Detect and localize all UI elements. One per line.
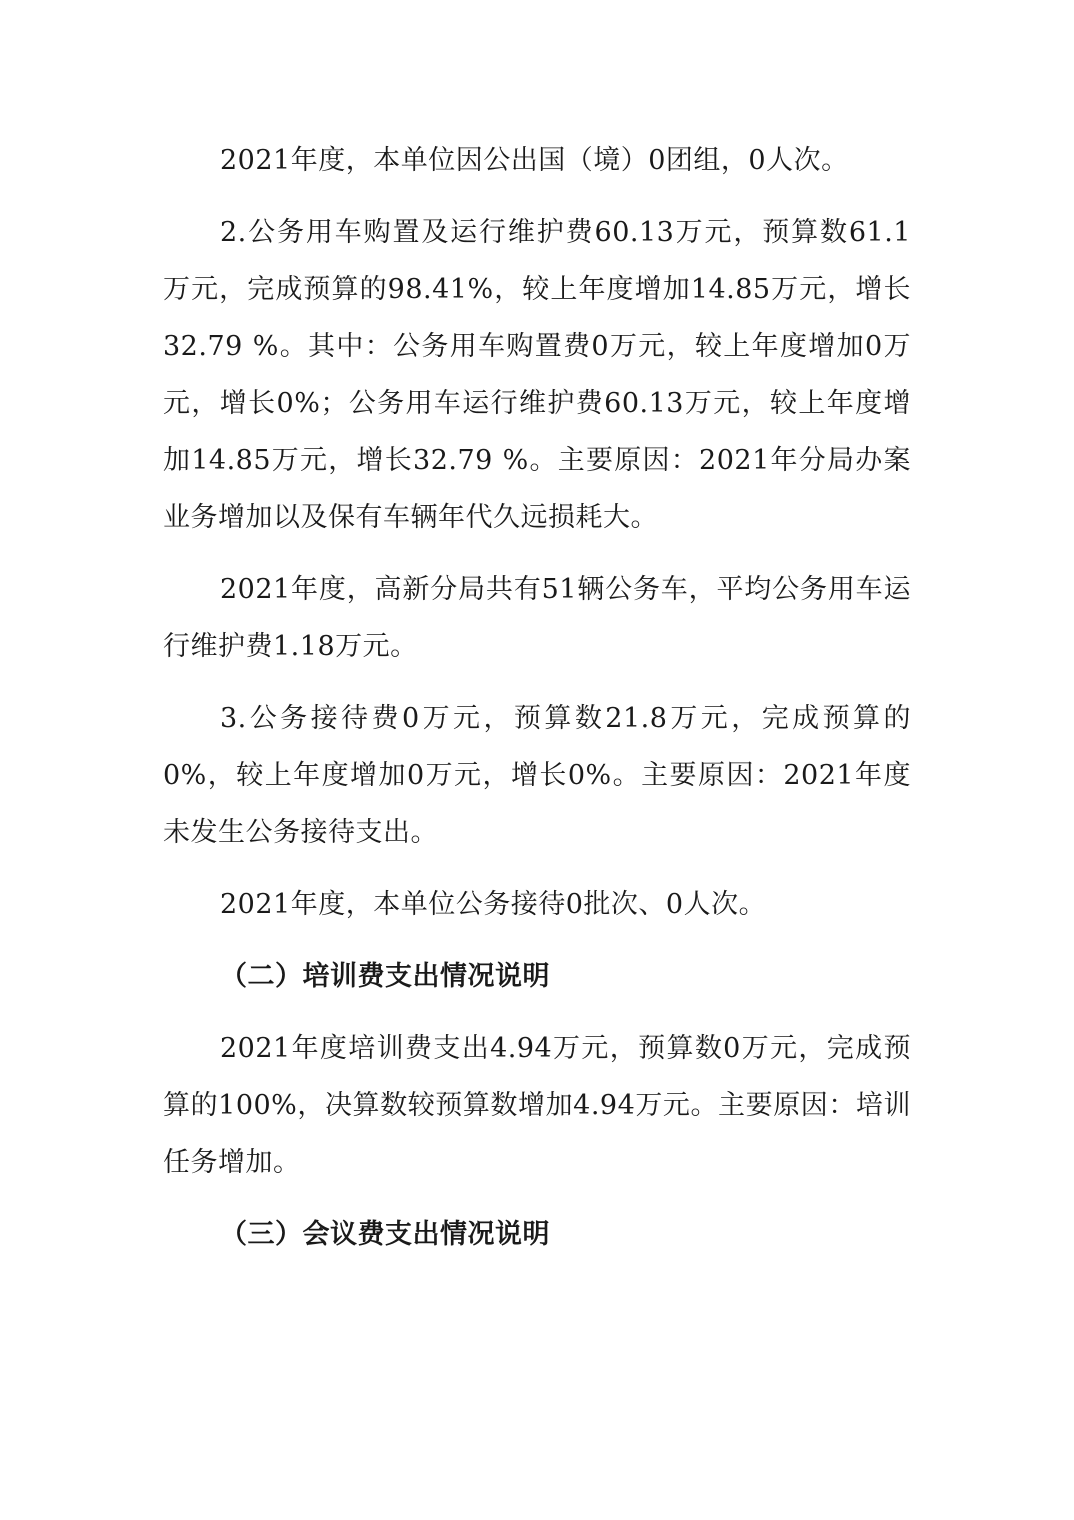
paragraph-reception-count: 2021年度，本单位公务接待0批次、0人次。 bbox=[220, 889, 767, 920]
paragraph-training-costs: 2021年度培训费支出4.94万元，预算数0万元，完成预算的100%，决算数较预算数增加4.94万元。主要原因：培训任务增加。 bbox=[163, 1033, 911, 1178]
section-heading-meetings: （三）会议费支出情况说明 bbox=[220, 1219, 550, 1250]
paragraph-overseas-trips: 2021年度，本单位因公出国（境）0团组，0人次。 bbox=[220, 145, 849, 176]
document-body bbox=[163, 132, 911, 1263]
paragraph-vehicle-count: 2021年度，高新分局共有51辆公务车，平均公务用车运行维护费1.18万元。 bbox=[163, 574, 911, 662]
paragraph-reception-costs: 3.公务接待费0万元，预算数21.8万元，完成预算的0%，较上年度增加0万元，增长0%。主要原因：2021年度未发生公务接待支出。 bbox=[163, 703, 911, 848]
paragraph-gap bbox=[163, 189, 911, 204]
paragraph-vehicle-costs: 2.公务用车购置及运行维护费60.13万元，预算数61.1万元，完成预算的98.41%，较上年度增加14.85万元，增长32.79 %。其中：公务用车购置费0万元，较上年度增加0万元，增长0%；公务用车运行维护费60.13万元，较上年度增加14.85万元，增长32.79 %。主要原因：2021年分局办案业务增加以及保有车辆年代久远损耗大。 bbox=[163, 217, 911, 533]
paragraph-gap bbox=[163, 1191, 911, 1206]
paragraph-gap bbox=[163, 675, 911, 690]
section-heading-training: （二）培训费支出情况说明 bbox=[220, 961, 550, 992]
paragraph-gap bbox=[163, 1005, 911, 1020]
paragraph-gap bbox=[163, 546, 911, 561]
paragraph-gap bbox=[163, 861, 911, 876]
paragraph-gap bbox=[163, 933, 911, 948]
